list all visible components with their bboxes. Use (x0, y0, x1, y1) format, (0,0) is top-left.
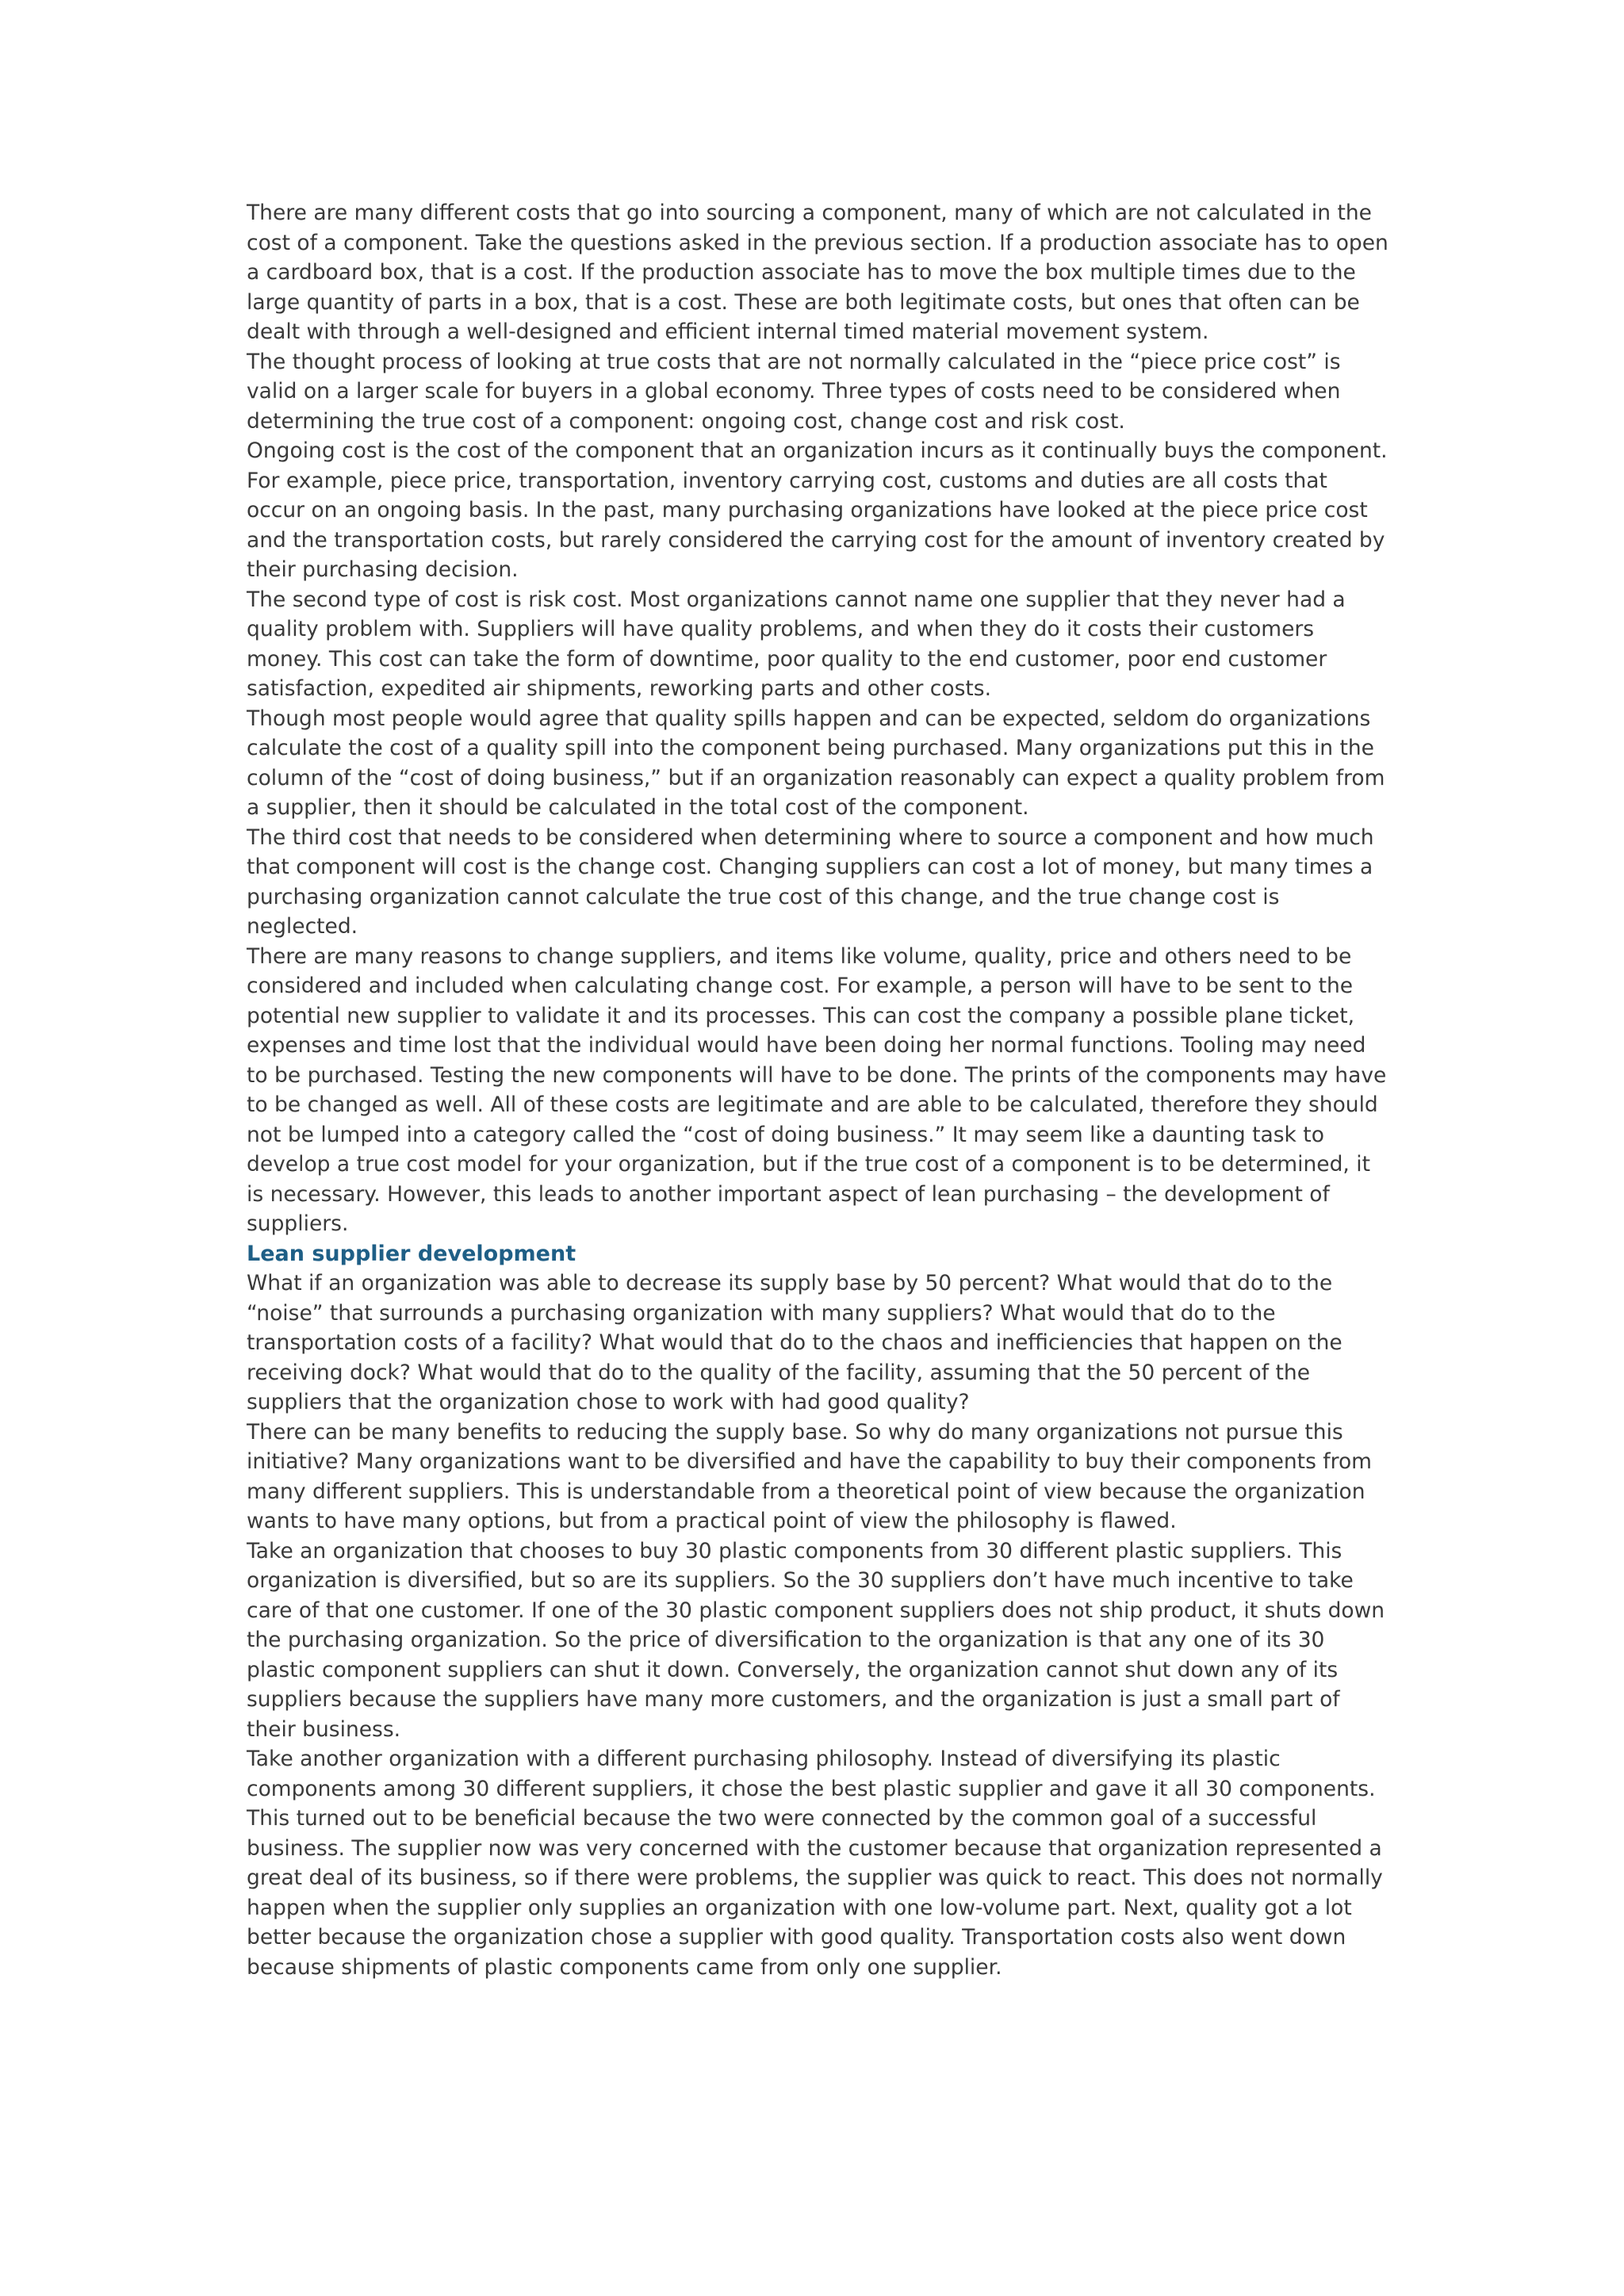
paragraph-supply-base-question: What if an organization was able to decrease its supply base by 50 percent? What would that do to the “noise” that surrounds a purchasing organization with many suppliers? What would that do to the transportation costs of a facility? What would that do to the chaos and inefficiencies that happen on the receiving dock? What would that do to the quality of the facility, assuming that the 50 percent of the suppliers that the organization chose to work with had good quality? (247, 1271, 1342, 1414)
paragraph-change-reasons: There are many reasons to change suppliers, and items like volume, quality, price and others need to be considered and included when calculating change cost. For example, a person will have to be sent to the potential new supplier to validate it and its processes. This can cost the company a possible plane ticket, expenses and time lost that the individual would have been doing her normal functions. Tooling may need to be purchased. Testing the new components will have to be done. The prints of the components may have to be changed as well. All of these costs are legitimate and are able to be calculated, therefore they should not be lumped into a category called the “cost of doing business.” It may seem like a daunting task to develop a true cost model for your organization, but if the true cost of a component is to be determined, it is necessary. However, this leads to another important aspect of lean purchasing – the development of suppliers. (247, 943, 1387, 1236)
paragraph-diversified-example: Take an organization that chooses to buy 30 plastic components from 30 different plastic suppliers. This organization is diversified, but so are its suppliers. So the 30 suppliers don’t have much incentive to take care of that one customer. If one of the 30 plastic component suppliers does not ship product, it shuts down the purchasing organization. So the price of diversification to the organization is that any one of its 30 plastic component suppliers can shut it down. Conversely, the organization cannot shut down any of its suppliers because the suppliers have many more customers, and the organization is just a small part of their business. (247, 1538, 1385, 1742)
paragraph-thought-process: The thought process of looking at true costs that are not normally calculated in the “piece price cost” is valid on a larger scale for buyers in a global economy. Three types of costs need to be considered when determining the true cost of a component: ongoing cost, change cost and risk cost. (247, 349, 1341, 434)
document-page (247, 198, 1388, 1982)
paragraph-ongoing-cost: Ongoing cost is the cost of the component that an organization incurs as it continually buys the component. For example, piece price, transportation, inventory carrying cost, customs and duties are all costs that occur on an ongoing basis. In the past, many purchasing organizations have looked at the piece price cost and the transportation costs, but rarely considered the carrying cost for the amount of inventory created by their purchasing decision. (247, 438, 1388, 582)
paragraph-true-costs-intro: There are many different costs that go into sourcing a component, many of which are not calculated in the cost of a component. Take the questions asked in the previous section. If a production associate has to open a cardboard box, that is a cost. If the production associate has to move the box multiple times due to the large quantity of parts in a box, that is a cost. These are both legitimate costs, but ones that often can be dealt with through a well-designed and efficient internal timed material movement system. (247, 201, 1388, 344)
paragraph-quality-spills: Though most people would agree that quality spills happen and can be expected, seldom do organizations calculate the cost of a quality spill into the component being purchased. Many organizations put this in the column of the “cost of doing business,” but if an organization reasonably can expect a quality problem from a supplier, then it should be calculated in the total cost of the component. (247, 706, 1385, 820)
paragraph-single-supplier-example: Take another organization with a different purchasing philosophy. Instead of diversifying its plastic components among 30 different suppliers, it chose the best plastic supplier and gave it all 30 components. This turned out to be beneficial because the two were connected by the common goal of a successful business. The supplier now was very concerned with the customer because that organization represented a great deal of its business, so if there were problems, the supplier was quick to react. This does not normally happen when the supplier only supplies an organization with one low-volume part. Next, quality got a lot better because the organization chose a supplier with good quality. Transportation costs also went down because shipments of plastic components came from only one supplier. (247, 1747, 1383, 1980)
paragraph-change-cost: The third cost that needs to be considered when determining where to source a component and how much that component will cost is the change cost. Changing suppliers can cost a lot of money, but many times a purchasing organization cannot calculate the true cost of this change, and the true change cost is neglected. (247, 825, 1374, 939)
paragraph-risk-cost: The second type of cost is risk cost. Most organizations cannot name one supplier that they never had a quality problem with. Suppliers will have quality problems, and when they do it costs their customers money. This cost can take the form of downtime, poor quality to the end customer, poor end customer satisfaction, expedited air shipments, reworking parts and other costs. (247, 587, 1346, 701)
section-heading: Lean supplier development (247, 1241, 576, 1266)
paragraph-benefits: There can be many benefits to reducing the supply base. So why do many organizations not pursue this initiative? Many organizations want to be diversified and have the capability to buy their components from many different suppliers. This is understandable from a theoretical point of view because the organization wants to have many options, but from a practical point of view the philosophy is flawed. (247, 1419, 1372, 1533)
